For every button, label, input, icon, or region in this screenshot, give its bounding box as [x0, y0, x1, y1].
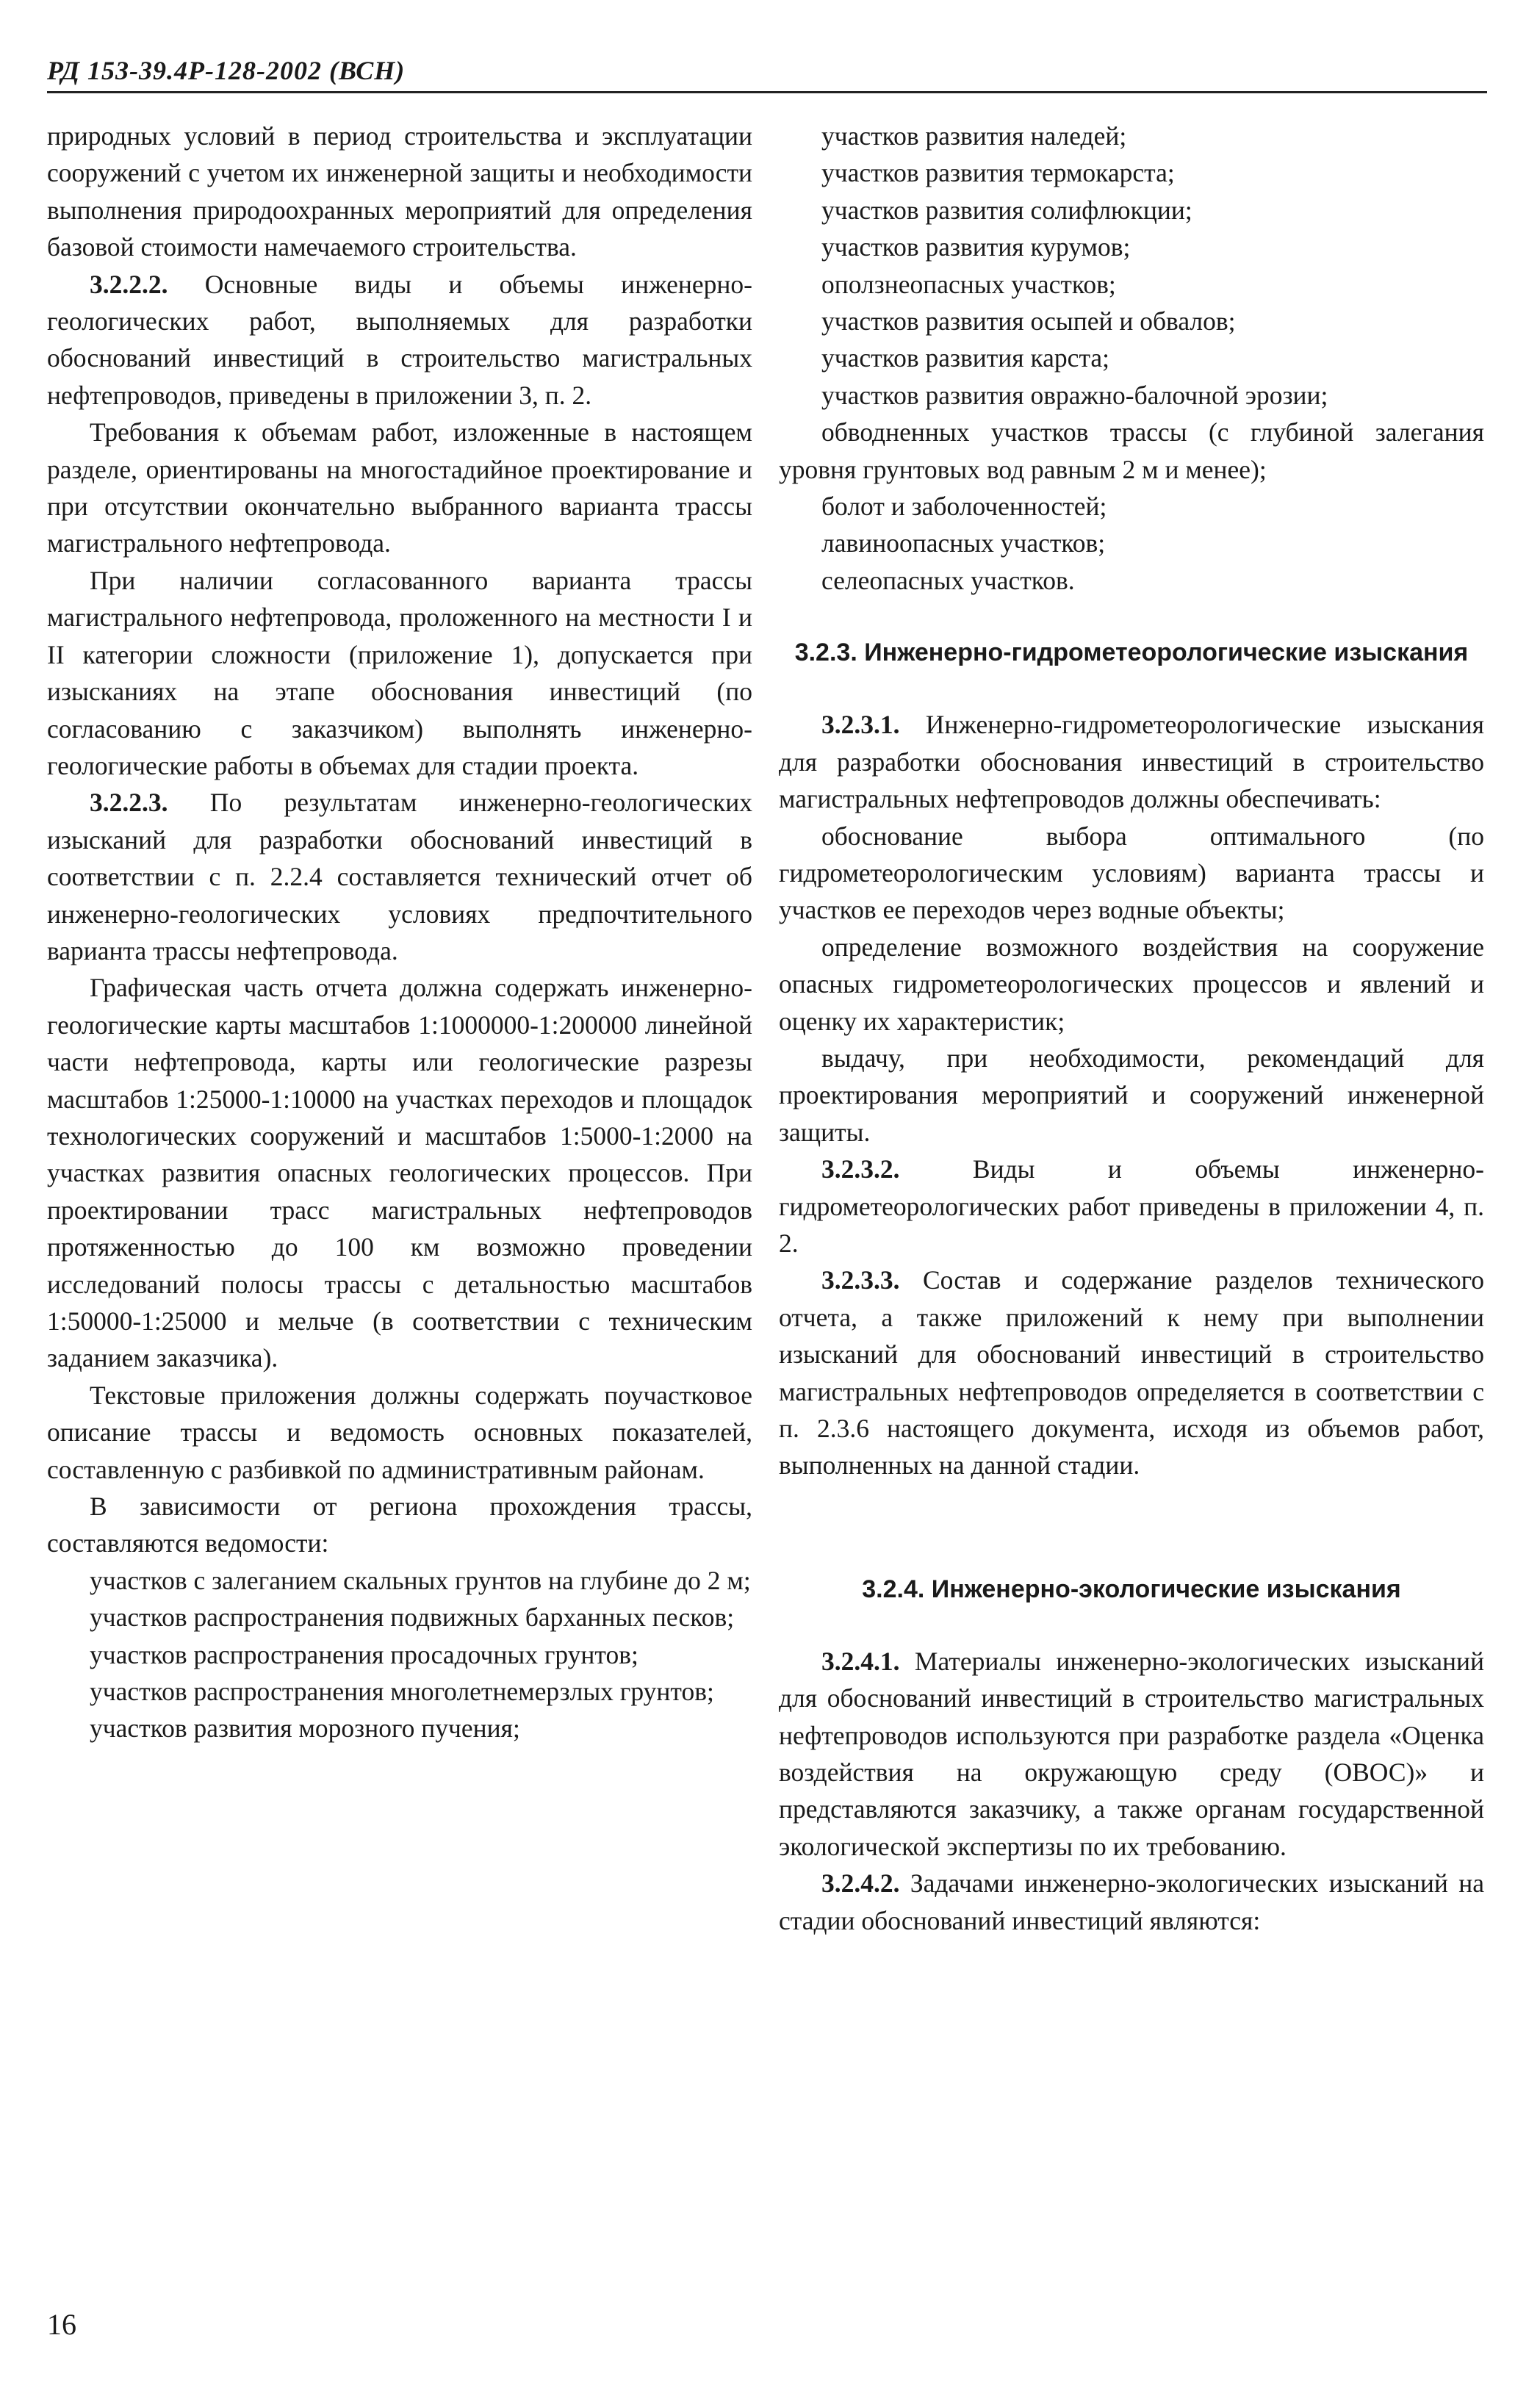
list-item: участков развития солифлюкции;: [821, 195, 1192, 225]
list-item: участков распространения просадочных грунтов;: [90, 1639, 638, 1669]
paragraph: В зависимости от региона прохождения трассы, составляются ведомости:: [47, 1492, 752, 1558]
list-item: участков развития карста;: [821, 343, 1110, 373]
list-item: селеопасных участков.: [821, 565, 1075, 595]
clause-number: 3.2.3.2.: [821, 1154, 900, 1184]
paragraph: Текстовые приложения должны содержать поучастковое описание трассы и ведомость основных показателей, составленную с разбивкой по административным районам.: [47, 1380, 752, 1484]
page-header: [47, 53, 1487, 93]
list-item: обводненных участков трассы (с глубиной залегания уровня грунтовых вод равным 2 м и менее);: [779, 417, 1484, 484]
list-item: участков развития наледей;: [821, 121, 1127, 151]
clause-number: 3.2.3.3.: [821, 1265, 900, 1295]
clause-number: 3.2.3.1.: [821, 710, 900, 740]
document-code: РД 153-39.4Р-128-2002 (ВСН): [47, 56, 406, 85]
paragraph: 3.2.3.1. Инженерно-гидрометеорологические изыскания для разработки обоснования инвестиций в строительство магистральных нефтепроводов должны обеспечивать:: [779, 710, 1484, 814]
list-item: лавиноопасных участков;: [821, 528, 1106, 558]
left-column: [47, 118, 752, 1747]
list-item: участков развития термокарста;: [821, 158, 1175, 188]
list-item: участков распространения подвижных барханных песков;: [90, 1602, 735, 1633]
clause-number: 3.2.2.2.: [90, 269, 168, 299]
paragraph: 3.2.2.3. По результатам инженерно-геологических изысканий для разработки обоснований инвестиций в соответствии с п. 2.2.4 составляется технический отчет об инженерно-геологических условиях предпочтительного варианта трассы нефтепровода.: [47, 788, 752, 965]
paragraph: При наличии согласованного варианта трассы магистрального нефтепровода, проложенного на местности I и II категории сложности (приложение 1), допускается при изысканиях на этапе обоснования инвестиций (по согласованию с заказчиком) выполнять инженерно-геологические работы в объемах для стадии проекта.: [47, 565, 752, 780]
clause-number: 3.2.4.2.: [821, 1868, 900, 1899]
list-item: участков развития курумов;: [821, 232, 1131, 262]
paragraph: 3.2.4.1. Материалы инженерно-экологических изысканий для обоснований инвестиций в строительство магистральных нефтепроводов используются при разработке раздела «Оценка воздействия на окружающую среду (ОВОС)» и представляются заказчику, а также органам государственной экологической экспертизы по их требованию.: [779, 1646, 1484, 1861]
paragraph: определение возможного воздействия на сооружение опасных гидрометеорологических процессов и явлений и оценку их характеристик;: [779, 932, 1484, 1036]
paragraph: 3.2.3.3. Состав и содержание разделов технического отчета, а также приложений к нему при выполнении изысканий для обоснований инвестиций в строительство магистральных нефтепроводов определяется в соответствии с п. 2.3.6 настоящего документа, исходя из объемов работ, выполненных на данной стадии.: [779, 1265, 1484, 1481]
clause-number: 3.2.4.1.: [821, 1646, 900, 1676]
paragraph: 3.2.3.2. Виды и объемы инженерно-гидрометеорологических работ приведены в приложении 4, п. 2.: [779, 1154, 1484, 1258]
section-heading: 3.2.4. Инженерно-экологические изыскания: [862, 1575, 1401, 1603]
paragraph: выдачу, при необходимости, рекомендаций для проектирования мероприятий и сооружений инженерной защиты.: [779, 1043, 1484, 1147]
right-column: [779, 118, 1484, 1939]
paragraph: природных условий в период строительства и эксплуатации сооружений с учетом их инженерной защиты и необходимости выполнения природоохранных мероприятий для определения базовой стоимости намечаемого строительства.: [47, 121, 752, 262]
paragraph: Графическая часть отчета должна содержать инженерно-геологические карты масштабов 1:1000000-1:200000 линейной части нефтепровода, карты или геологические разрезы масштабов 1:25000-1:10000 на участках переходов и площадок технологических сооружений и масштабов 1:5000-1:2000 на участках развития опасных геологических процессов. При проектировании трасс магистральных нефтепроводов протяженностью до 100 км возможно проведении исследований полосы трассы с детальностью масштабов 1:50000-1:25000 и мельче (в соответствии с техническим заданием заказчика).: [47, 973, 752, 1373]
list-item: оползнеопасных участков;: [821, 269, 1116, 299]
list-item: участков развития морозного пучения;: [90, 1713, 520, 1744]
paragraph: 3.2.4.2. Задачами инженерно-экологических изысканий на стадии обоснований инвестиций являются:: [779, 1868, 1484, 1935]
page-number: 16: [47, 2308, 76, 2341]
list-item: участков с залеганием скальных грунтов на глубине до 2 м;: [90, 1565, 751, 1595]
list-item: участков развития осыпей и обвалов;: [821, 306, 1236, 337]
paragraph: Требования к объемам работ, изложенные в настоящем разделе, ориентированы на многостадийное проектирование и при отсутствии окончательно выбранного варианта трассы магистрального нефтепровода.: [47, 417, 752, 558]
list-item: болот и заболоченностей;: [821, 492, 1107, 522]
paragraph: обоснование выбора оптимального (по гидрометеорологическим условиям) варианта трассы и участков ее переходов через водные объекты;: [779, 821, 1484, 925]
paragraph: 3.2.2.2. Основные виды и объемы инженерно-геологических работ, выполняемых для разработки обоснований инвестиций в строительство магистральных нефтепроводов, приведены в приложении 3, п. 2.: [47, 269, 752, 410]
list-item: участков развития овражно-балочной эрозии;: [821, 380, 1328, 410]
section-heading: 3.2.3. Инженерно-гидрометеорологические изыскания: [794, 638, 1469, 667]
clause-number: 3.2.2.3.: [90, 788, 168, 818]
list-item: участков распространения многолетнемерзлых грунтов;: [90, 1677, 714, 1707]
